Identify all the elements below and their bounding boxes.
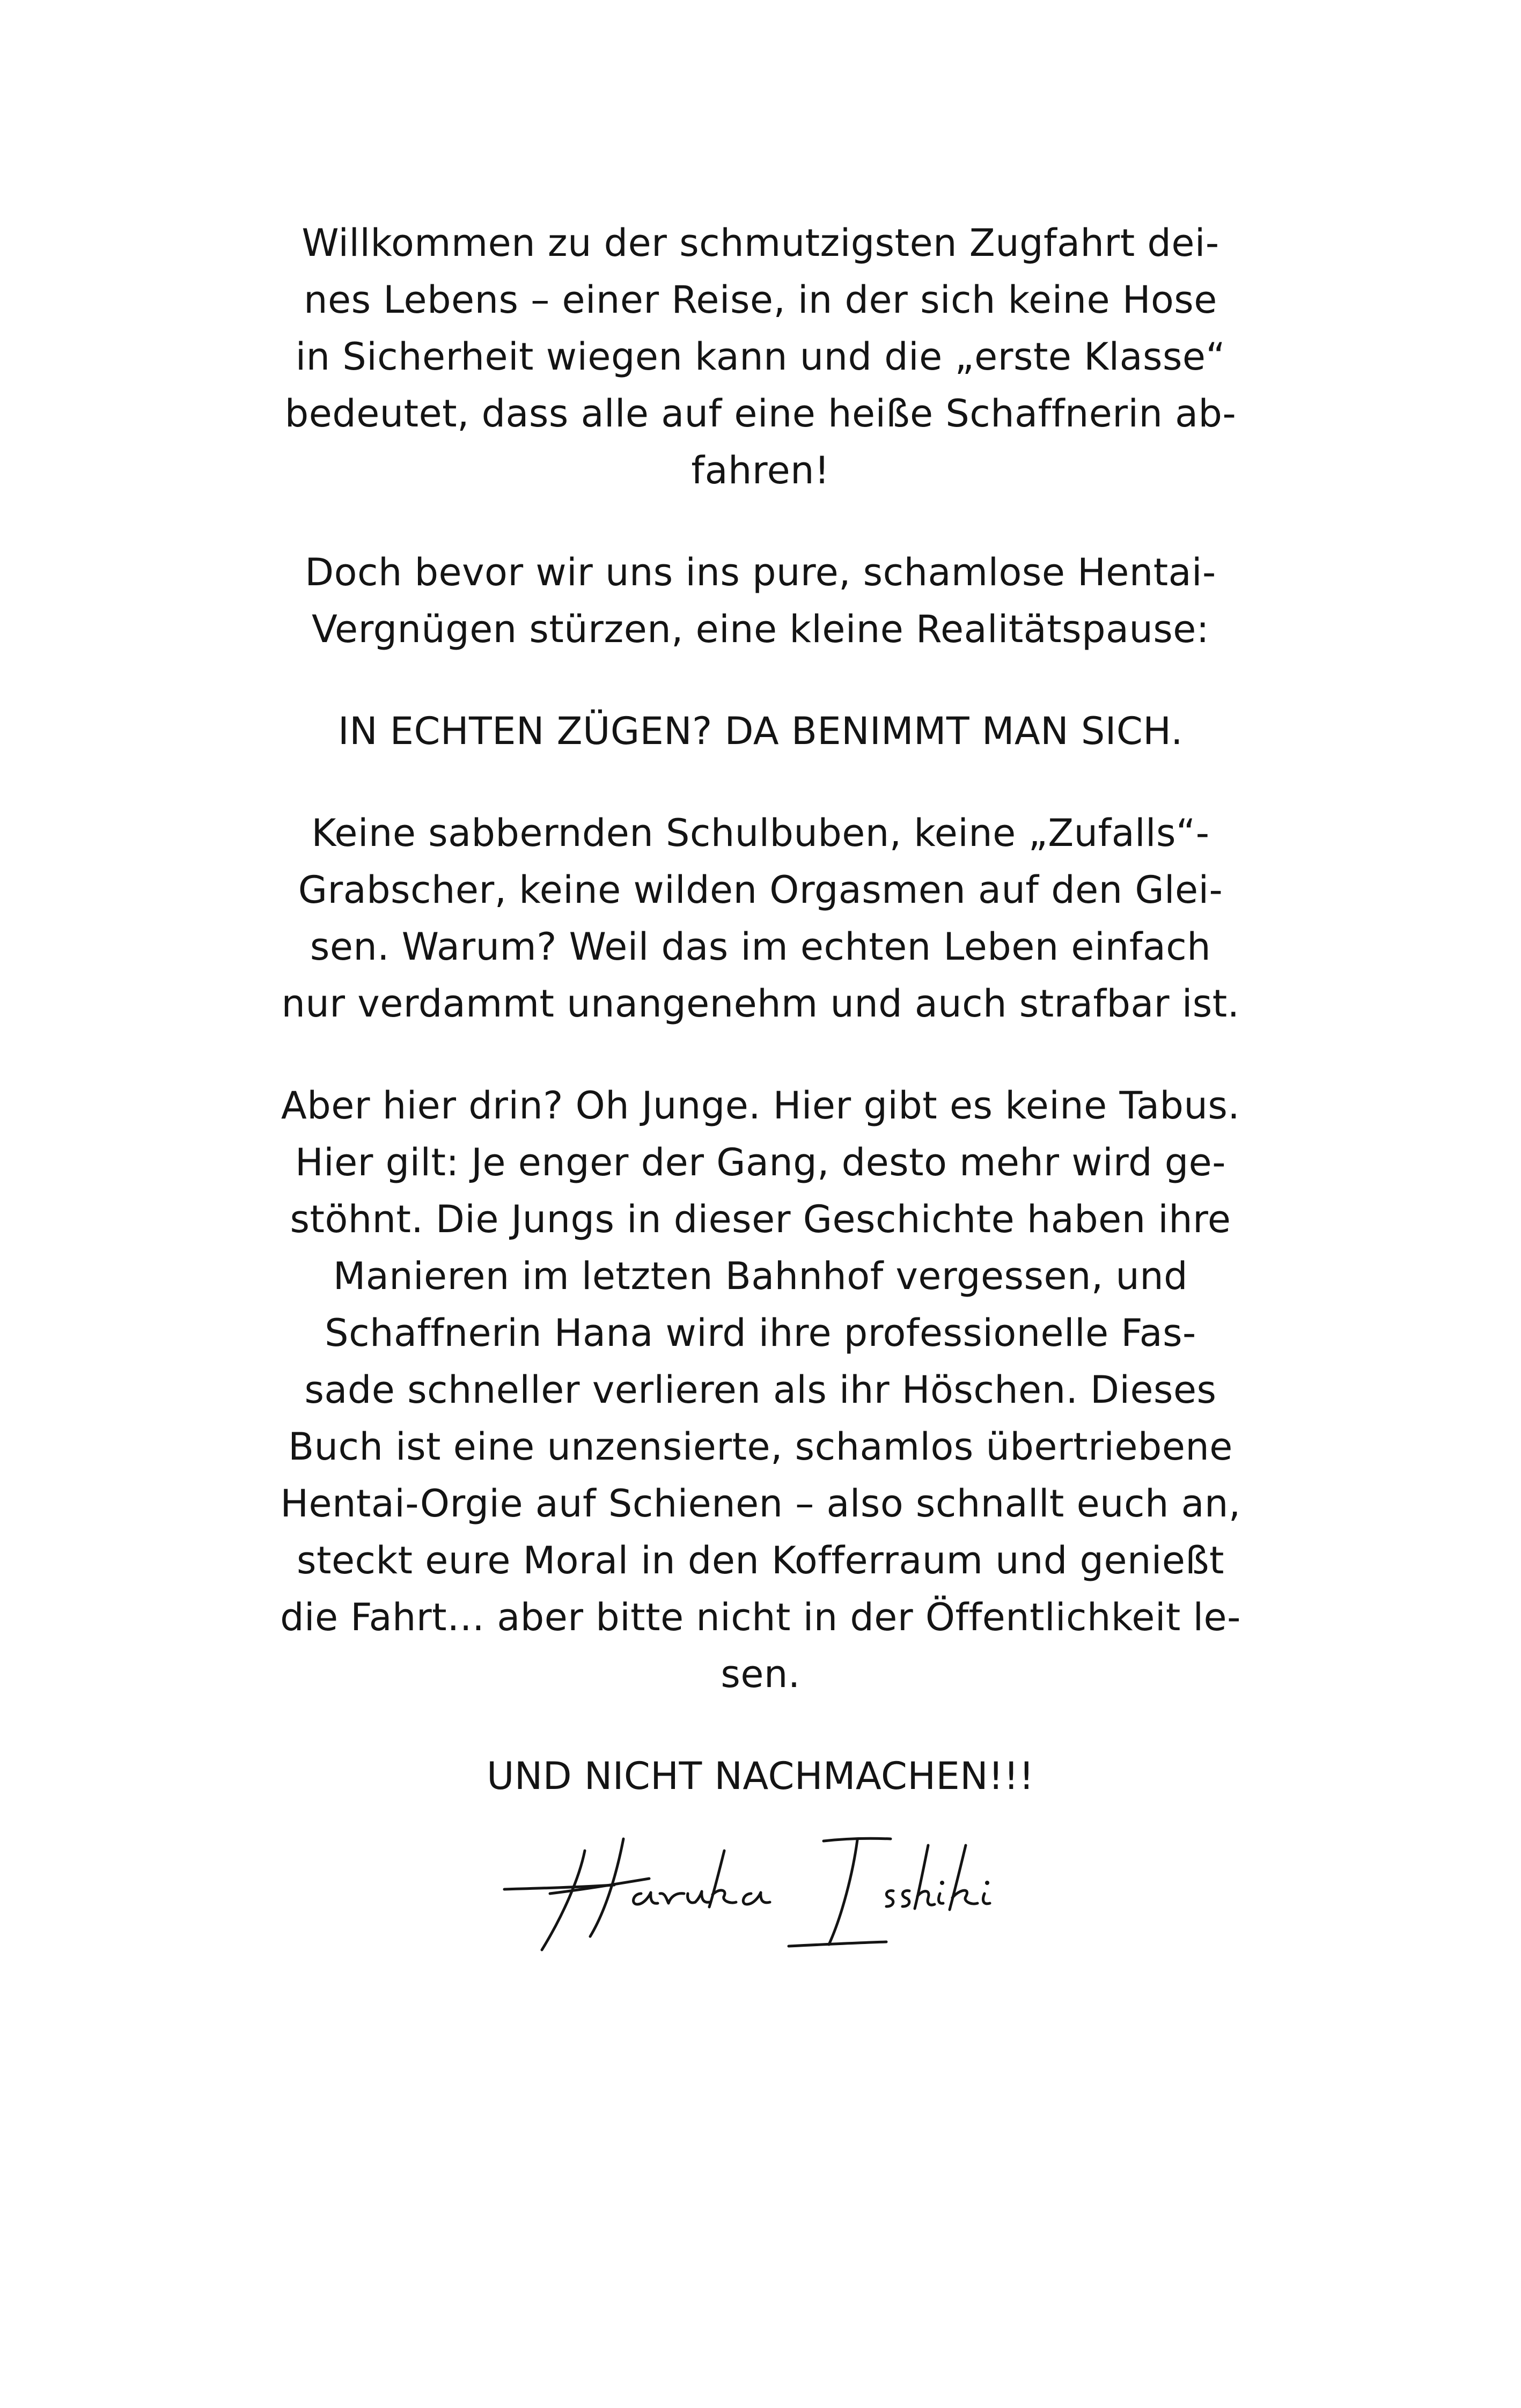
text-line: sen.: [721, 1652, 800, 1696]
paragraph-heading-trains: [215, 703, 1306, 760]
paragraph-main: [215, 1077, 1306, 1703]
signature-drawing: [499, 1829, 1025, 1958]
text-line: die Fahrt… aber bitte nicht in der Öffentlichkeit le-: [280, 1595, 1241, 1639]
signature: [499, 1829, 1025, 1958]
text-line: nur verdammt unangenehm und auch strafbar ist.: [281, 982, 1240, 1026]
text-line: Hier gilt: Je enger der Gang, desto mehr wird ge-: [295, 1140, 1226, 1184]
paragraph-intro: [215, 215, 1306, 499]
text-line: Vergnügen stürzen, eine kleine Realitätspause:: [312, 607, 1209, 651]
paragraph-no-behaviour: [215, 805, 1306, 1032]
text-line: IN ECHTEN ZÜGEN? DA BENIMMT MAN SICH.: [338, 709, 1183, 753]
text-line: bedeutet, dass alle auf eine heiße Schaffnerin ab-: [284, 392, 1237, 436]
text-block: [215, 215, 1306, 1850]
text-line: Keine sabbernden Schulbuben, keine „Zufalls“-: [311, 811, 1210, 855]
text-line: Aber hier drin? Oh Junge. Hier gibt es keine Tabus.: [281, 1084, 1240, 1128]
text-line: sade schneller verlieren als ihr Höschen. Dieses: [304, 1368, 1217, 1412]
text-line: Doch bevor wir uns ins pure, schamlose Hentai-: [305, 550, 1216, 594]
text-line: Manieren im letzten Bahnhof vergessen, und: [333, 1254, 1188, 1298]
paragraph-reality-pause: [215, 544, 1306, 658]
text-line: Grabscher, keine wilden Orgasmen auf den Glei-: [298, 868, 1223, 912]
text-line: Schaffnerin Hana wird ihre professionelle Fas-: [325, 1311, 1196, 1355]
text-line: sen. Warum? Weil das im echten Leben einfach: [310, 925, 1211, 969]
paragraph-closing: [215, 1748, 1306, 1805]
text-line: nes Lebens – einer Reise, in der sich keine Hose: [304, 278, 1217, 322]
text-line: Buch ist eine unzensierte, schamlos übertriebene: [288, 1425, 1233, 1469]
text-line: UND NICHT NACHMACHEN!!!: [487, 1754, 1034, 1798]
text-line: fahren!: [691, 448, 830, 492]
text-line: in Sicherheit wiegen kann und die „erste Klasse“: [295, 335, 1226, 379]
text-line: Willkommen zu der schmutzigsten Zugfahrt dei-: [302, 221, 1219, 265]
text-line: steckt eure Moral in den Kofferraum und genießt: [297, 1538, 1224, 1582]
text-line: Hentai-Orgie auf Schienen – also schnallt euch an,: [280, 1482, 1241, 1526]
text-line: stöhnt. Die Jungs in dieser Geschichte haben ihre: [290, 1197, 1231, 1241]
